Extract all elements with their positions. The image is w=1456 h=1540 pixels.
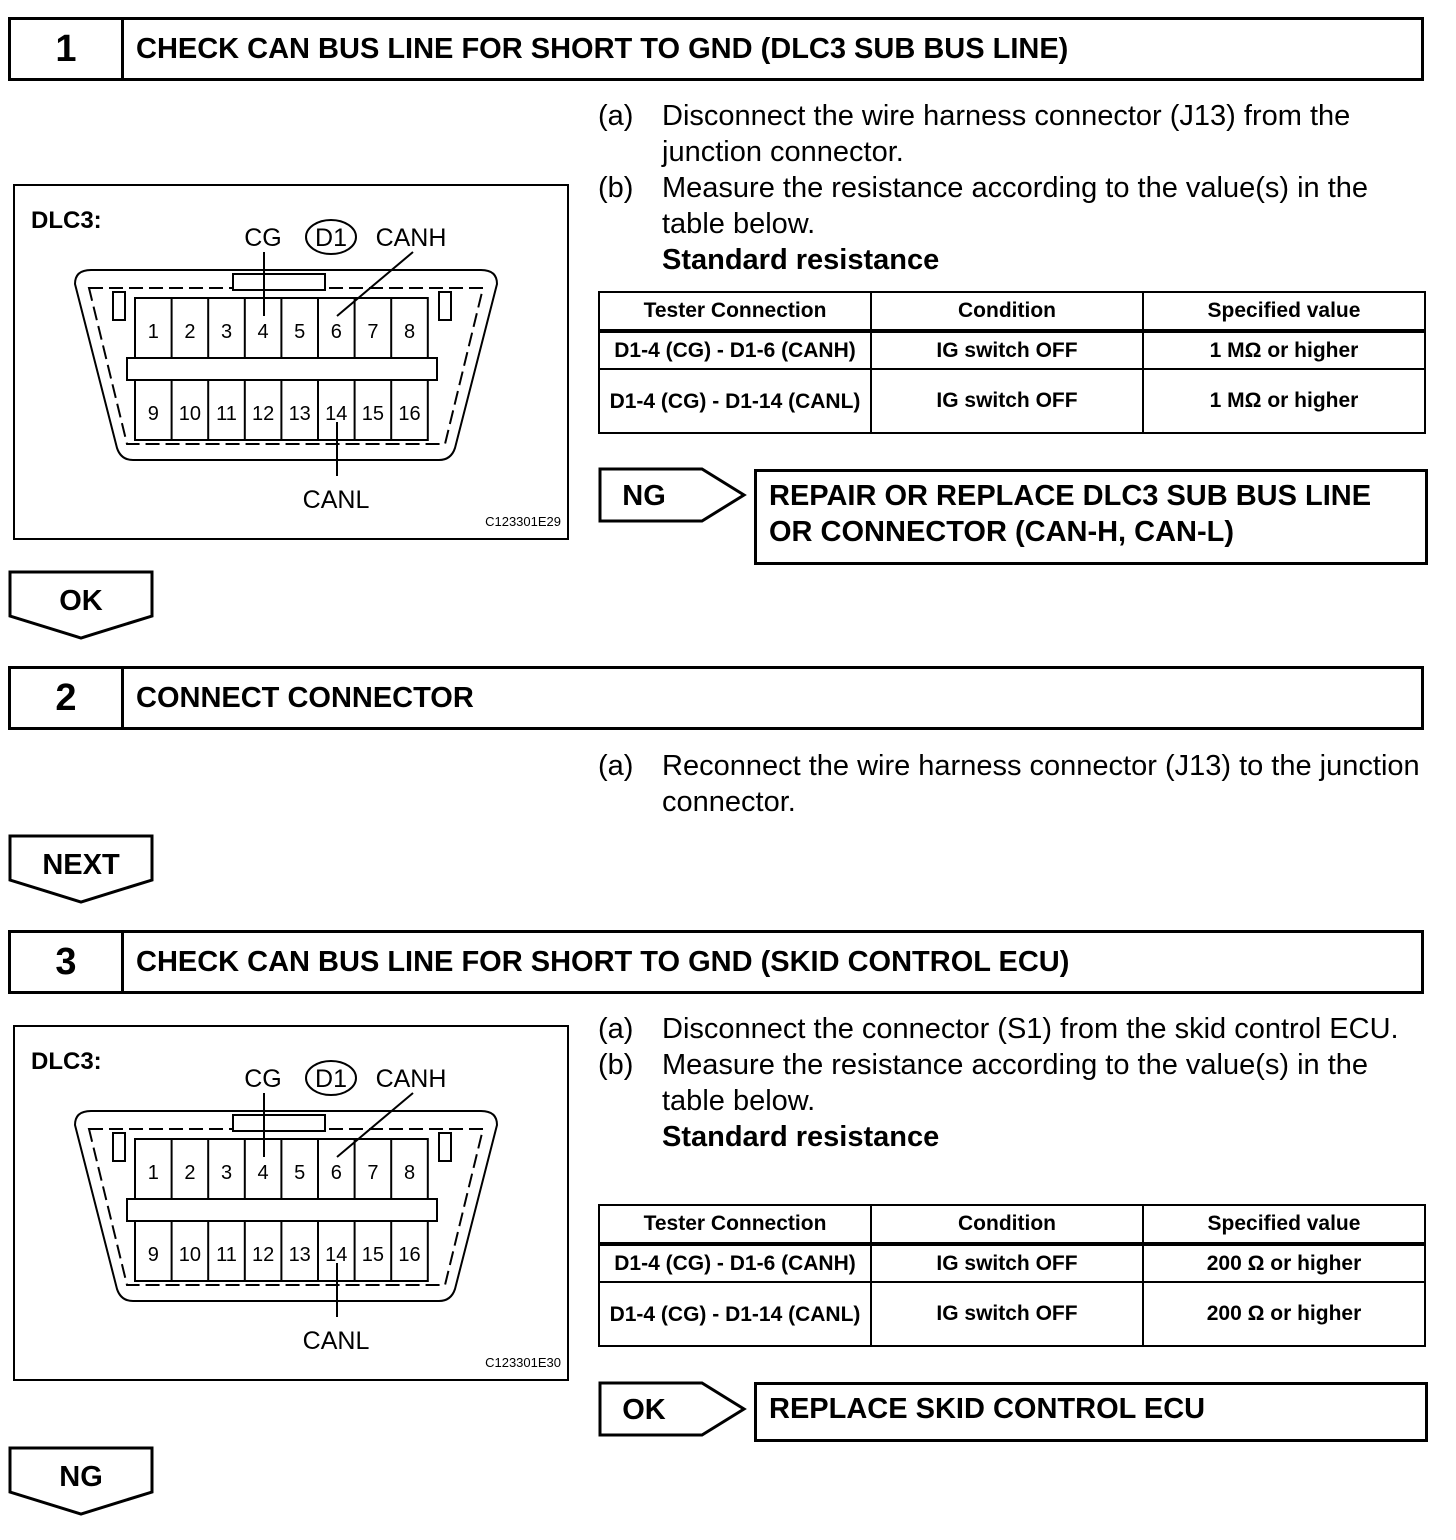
table-row	[599, 331, 1425, 369]
ng-next-arrow	[8, 1446, 156, 1518]
pin-number: 3	[220, 321, 233, 343]
pin-number: 5	[294, 321, 306, 343]
pin-number: 9	[147, 403, 159, 425]
cg-label: CG	[244, 224, 282, 252]
pin-number: 6	[330, 1162, 342, 1184]
figure-title: DLC3:	[31, 1048, 102, 1075]
arrow-label: OK	[622, 1394, 666, 1426]
next-arrow	[8, 834, 156, 906]
pin-number: 10	[178, 403, 202, 425]
pin-number: 16	[398, 1244, 421, 1266]
step-1-instructions	[598, 98, 1428, 278]
pin-number: 4	[257, 1162, 269, 1184]
pin-number: 4	[257, 321, 269, 343]
table-row	[599, 369, 1425, 433]
instruction-label: (a)	[598, 100, 634, 132]
step-2-instructions	[598, 748, 1428, 820]
figure-title: DLC3:	[31, 207, 102, 234]
instruction-label: (b)	[598, 1049, 634, 1081]
pin-number: 14	[325, 1244, 348, 1266]
dlc3-diagram	[15, 186, 567, 538]
pin-number: 9	[147, 1244, 159, 1266]
pin-number: 15	[361, 403, 385, 425]
connector-id: D1	[315, 224, 347, 252]
connector-id: D1	[315, 1065, 347, 1093]
column-header: Specified value	[1143, 292, 1425, 331]
table-header-row	[599, 1205, 1425, 1244]
step-number: 2	[11, 669, 124, 727]
dlc3-connector-figure	[13, 1025, 569, 1381]
latch-left	[113, 1133, 125, 1161]
arrow-label: NEXT	[42, 849, 120, 881]
arrow-label: OK	[59, 585, 103, 617]
latch-right	[439, 1133, 451, 1161]
arrow-label: NG	[622, 480, 666, 512]
pin-number: 14	[325, 403, 348, 425]
table-header-row	[599, 292, 1425, 331]
step-2-header	[8, 666, 1424, 730]
pin-number: 12	[251, 1244, 275, 1266]
latch-right	[439, 292, 451, 320]
cg-label: CG	[244, 1065, 282, 1093]
resistance-table	[598, 1204, 1426, 1347]
table-cell: IG switch OFF	[871, 1244, 1143, 1282]
pin-number: 5	[294, 1162, 306, 1184]
column-header: Condition	[871, 292, 1143, 331]
step-title: CHECK CAN BUS LINE FOR SHORT TO GND (DLC3 SUB BUS LINE)	[136, 32, 1069, 65]
instruction-text: Measure the resistance according to the value(s) in the table below.	[662, 172, 1369, 240]
pin-number: 15	[361, 1244, 385, 1266]
column-header: Tester Connection	[599, 1205, 871, 1244]
pin-number: 11	[216, 1244, 237, 1266]
step-number: 3	[11, 933, 124, 991]
instruction-item	[598, 98, 1428, 170]
connector-key-tab	[233, 274, 325, 290]
latch-left	[113, 292, 125, 320]
instruction-text: Measure the resistance according to the value(s) in the table below.	[662, 1049, 1369, 1117]
pin-number: 10	[178, 1244, 202, 1266]
canh-label: CANH	[375, 224, 447, 252]
instruction-text: Disconnect the wire harness connector (J13) from the junction connector.	[662, 100, 1351, 168]
ok-next-arrow	[8, 570, 156, 642]
column-header: Condition	[871, 1205, 1143, 1244]
pin-number: 6	[330, 321, 342, 343]
instruction-item	[598, 748, 1428, 820]
table-cell: D1-4 (CG) - D1-14 (CANL)	[599, 369, 871, 433]
table-cell: IG switch OFF	[871, 1282, 1143, 1346]
standard-resistance-heading: Standard resistance	[662, 244, 940, 276]
pin-number: 1	[147, 321, 159, 343]
resistance-table	[598, 291, 1426, 434]
standard-resistance-heading: Standard resistance	[662, 1121, 940, 1153]
result-action-box: REPLACE SKID CONTROL ECU	[754, 1382, 1428, 1442]
table-cell: 1 MΩ or higher	[1143, 369, 1425, 433]
pin-number: 16	[398, 403, 421, 425]
column-header: Tester Connection	[599, 292, 871, 331]
table-cell: IG switch OFF	[871, 369, 1143, 433]
step-3-header	[8, 930, 1424, 994]
figure-code: C123301E29	[485, 514, 561, 529]
figure-code: C123301E30	[485, 1355, 561, 1370]
pin-number: 2	[184, 321, 196, 343]
table-cell: D1-4 (CG) - D1-14 (CANL)	[599, 1282, 871, 1346]
instruction-label: (b)	[598, 172, 634, 204]
ok-result-arrow	[598, 1381, 748, 1439]
table-cell: D1-4 (CG) - D1-6 (CANH)	[599, 331, 871, 369]
step-number: 1	[11, 20, 124, 78]
center-rib	[127, 1199, 437, 1221]
pin-number: 13	[288, 1244, 311, 1266]
dlc3-connector-figure	[13, 184, 569, 540]
step-1-header	[8, 17, 1424, 81]
table-cell: 200 Ω or higher	[1143, 1244, 1425, 1282]
table-row	[599, 1244, 1425, 1282]
canl-label: CANL	[302, 486, 370, 514]
table-cell: IG switch OFF	[871, 331, 1143, 369]
ng-result-arrow	[598, 467, 748, 525]
instruction-item	[598, 1011, 1428, 1047]
table-cell: 200 Ω or higher	[1143, 1282, 1425, 1346]
connector-key-tab	[233, 1115, 325, 1131]
center-rib	[127, 358, 437, 380]
pin-number: 1	[147, 1162, 159, 1184]
table-cell: 1 MΩ or higher	[1143, 331, 1425, 369]
pin-number: 12	[251, 403, 275, 425]
canh-label: CANH	[375, 1065, 447, 1093]
step-title: CHECK CAN BUS LINE FOR SHORT TO GND (SKID CONTROL ECU)	[136, 945, 1070, 978]
pin-number: 2	[184, 1162, 196, 1184]
result-action-box: REPAIR OR REPLACE DLC3 SUB BUS LINE OR CONNECTOR (CAN-H, CAN-L)	[754, 469, 1428, 565]
table-row	[599, 1282, 1425, 1346]
canl-label: CANL	[302, 1327, 370, 1355]
table-cell: D1-4 (CG) - D1-6 (CANH)	[599, 1244, 871, 1282]
step-title: CONNECT CONNECTOR	[136, 681, 474, 714]
instruction-label: (a)	[598, 750, 634, 782]
instruction-item	[598, 1047, 1428, 1119]
pin-number: 11	[216, 403, 237, 425]
column-header: Specified value	[1143, 1205, 1425, 1244]
pin-number: 8	[403, 1162, 416, 1184]
pin-number: 7	[367, 321, 379, 343]
step-3-instructions	[598, 1011, 1428, 1155]
instruction-text: Disconnect the connector (S1) from the skid control ECU.	[662, 1013, 1399, 1045]
instruction-item	[598, 170, 1428, 242]
pin-number: 7	[367, 1162, 379, 1184]
instruction-label: (a)	[598, 1013, 634, 1045]
dlc3-diagram	[15, 1027, 567, 1379]
pin-number: 3	[220, 1162, 233, 1184]
pin-number: 8	[403, 321, 416, 343]
instruction-text: Reconnect the wire harness connector (J13) to the junction connector.	[662, 750, 1420, 818]
arrow-label: NG	[59, 1461, 103, 1493]
pin-number: 13	[288, 403, 311, 425]
